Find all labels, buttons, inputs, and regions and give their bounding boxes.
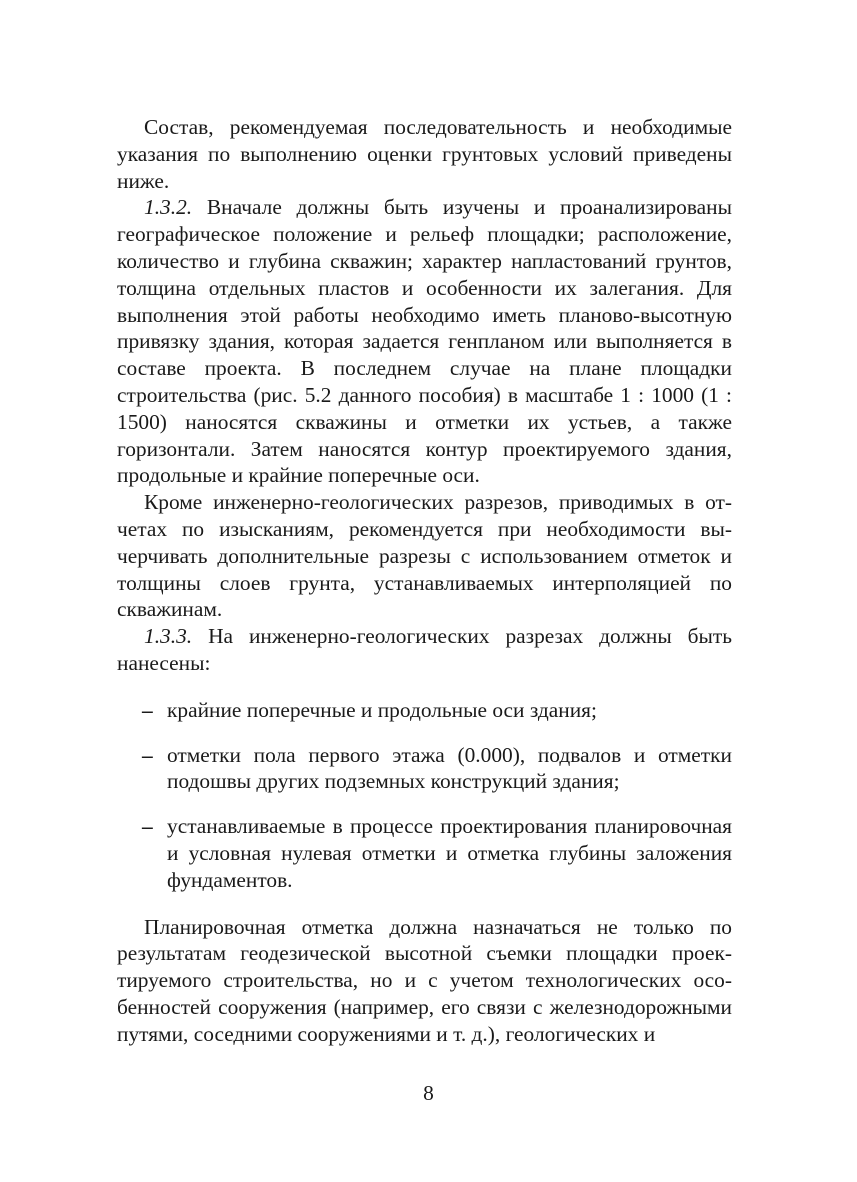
paragraph-1-3-3 [117,623,732,677]
paragraph-sections: Кроме инженерно-геологических разрезов, приводимых в отчетах по изысканиям, рекомендуется при необходимости вычерчивать дополнительные разрезы с использованием отметок и толщины слоев грунта, устанавливаемых интерполяцией по скважинам. [117,490,732,622]
section-number: 1.3.2. [144,195,193,220]
list-item [117,813,732,893]
requirements-list [117,697,732,894]
paragraph-intro: Состав, рекомендуемая последовательность и необходимые указания по выполнению оценки грунтовых условий приведены ниже. [117,115,732,193]
list-item-text: крайние поперечные и продольные оси здания; [167,697,597,722]
list-item [117,742,732,796]
section-number: 1.3.3. [144,624,193,649]
list-item-text: устанавливаемые в процессе проектирования планировочная и условная нулевая отметки и отметка глубины заложения фундаментов. [167,814,732,892]
list-item-text: отметки пола первого этажа (0.000), подвалов и отметки подошвы других подземных конструкций здания; [167,742,732,794]
dash-marker: – [142,814,153,839]
paragraph-text: На инженерно-геологических разрезах должны быть нанесены: [117,624,732,675]
page-number: 8 [423,1081,434,1105]
dash-marker: – [142,742,153,767]
list-item [117,697,732,724]
paragraph-1-3-2 [117,194,732,489]
page-body [117,114,732,1048]
dash-marker: – [142,697,153,722]
paragraph-planning-mark: Планировочная отметка должна назначаться не только по результатам геодезической высотной съемки площадки проектируемого строительства, но и с учетом технологических особенностей сооружения (например, его связи с железнодорожными путями, соседними сооружениями и т. д.), геологических и [117,914,732,1046]
paragraph-text: Вначале должны быть изучены и проанализированы географическое положение и рельеф площадки; расположение, количество и глубина скважин; характер напластований грунтов, толщина отдельных пластов и особенности их залегания. Для выполнения этой работы необходимо иметь планово-высотную привязку здания, которая задается генпланом или выполняется в составе проекта. В последнем случае на плане площадки строительства (рис. 5.2 данного пособия) в масштабе 1 : 1000 (1 : 1500) наносятся скважины и отметки их устьев, а также горизонтали. Затем наносятся контур проектируемого здания, продольные и крайние поперечные оси. [117,195,732,488]
